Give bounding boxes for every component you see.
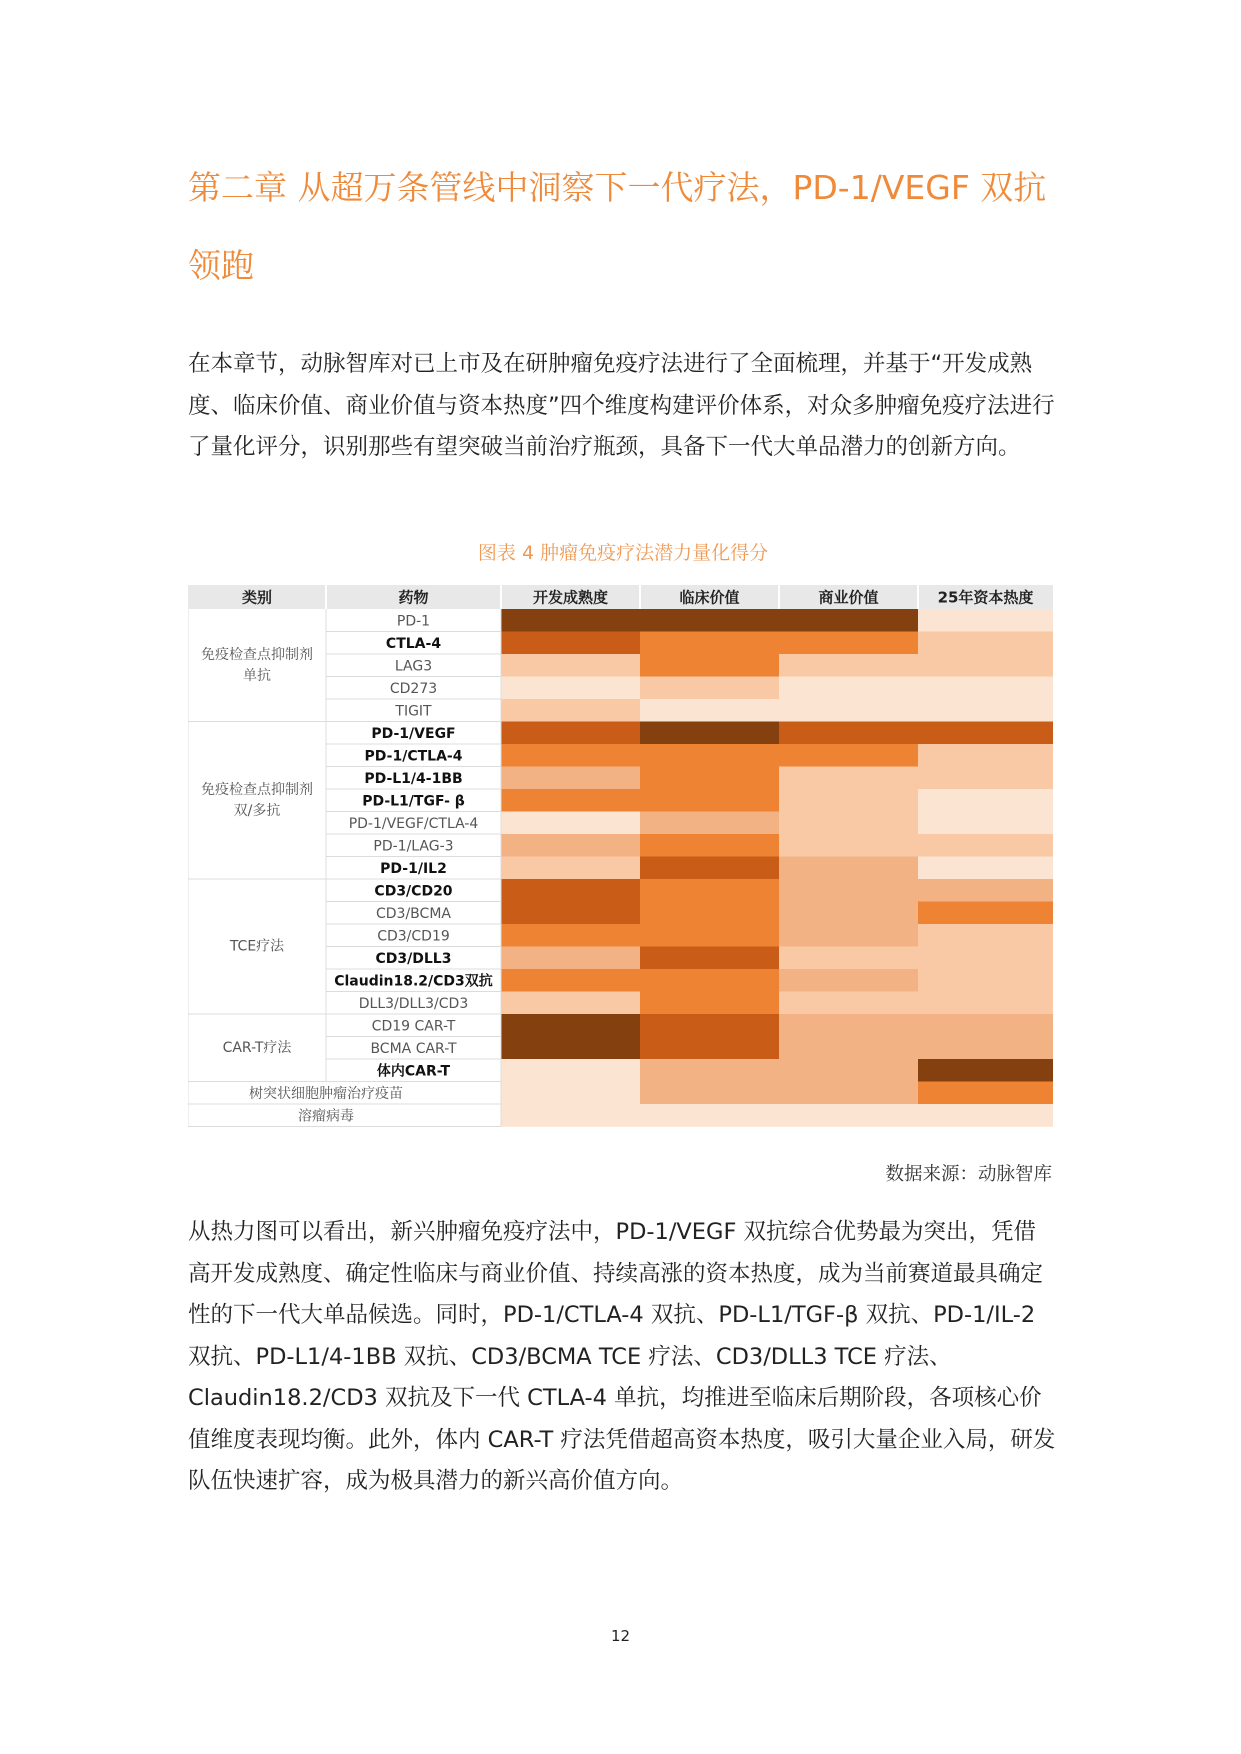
- heatmap-cell: [918, 992, 1053, 1015]
- drug-label: 溶瘤病毒: [298, 1108, 354, 1125]
- heatmap-cell: [779, 1059, 918, 1082]
- heatmap-cell: [640, 1059, 779, 1082]
- heatmap-cell: [501, 879, 640, 902]
- heatmap-cell: [640, 722, 779, 745]
- heatmap-cell: [501, 812, 640, 835]
- chapter-title-line-1: 第二章 从超万条管线中洞察下一代疗法，PD-1/VEGF 双抗: [188, 168, 1047, 207]
- heatmap-cell: [779, 677, 918, 700]
- heatmap-cell: [779, 947, 918, 970]
- heatmap-cell: [779, 1104, 918, 1127]
- heatmap-cell: [640, 902, 779, 925]
- drug-label: CD19 CAR-T: [371, 1018, 456, 1035]
- drug-label: PD-L1/TGF- β: [362, 793, 465, 810]
- heatmap-cell: [640, 767, 779, 790]
- heatmap-cell: [779, 857, 918, 880]
- drug-label: 体内CAR-T: [376, 1063, 451, 1080]
- heatmap-cell: [779, 924, 918, 947]
- drug-label: PD-1/VEGF/CTLA-4: [348, 815, 479, 832]
- heatmap-cell: [501, 1059, 640, 1082]
- heatmap-cell: [501, 1037, 640, 1060]
- heatmap-cell: [501, 609, 640, 632]
- drug-label: CD3/CD19: [377, 928, 450, 945]
- heatmap-cell: [779, 812, 918, 835]
- heatmap-cell: [779, 744, 918, 767]
- heatmap-cell: [918, 924, 1053, 947]
- drug-label: DLL3/DLL3/CD3: [358, 995, 469, 1012]
- heatmap-cell: [640, 947, 779, 970]
- drug-label: CD3/BCMA: [376, 905, 451, 922]
- heatmap-cell: [501, 699, 640, 722]
- heatmap-cell: [779, 1014, 918, 1037]
- heatmap-cell: [779, 632, 918, 655]
- drug-label: PD-L1/4-1BB: [364, 770, 463, 787]
- heatmap-chart: [188, 585, 1053, 1150]
- heatmap-cell: [501, 654, 640, 677]
- drug-label: PD-1: [396, 613, 431, 630]
- heatmap-cell: [779, 969, 918, 992]
- column-header: 商业价值: [818, 588, 879, 607]
- heatmap-cell: [918, 969, 1053, 992]
- heatmap-cell: [501, 722, 640, 745]
- heatmap-cell: [918, 1059, 1053, 1082]
- heatmap-cell: [779, 1037, 918, 1060]
- column-header: 开发成熟度: [532, 588, 609, 607]
- heatmap-cell: [640, 1014, 779, 1037]
- heatmap-cell: [501, 1104, 640, 1127]
- drug-label: PD-1/CTLA-4: [364, 748, 463, 765]
- drug-label: CD3/CD20: [374, 883, 453, 900]
- category-label: TCE疗法: [229, 938, 285, 955]
- heatmap-cell: [640, 812, 779, 835]
- drug-label: CTLA-4: [385, 635, 442, 652]
- drug-label: PD-1/IL2: [380, 860, 447, 877]
- drug-label: Claudin18.2/CD3双抗: [334, 973, 493, 990]
- drug-label: TIGIT: [395, 703, 432, 720]
- heatmap-cell: [640, 789, 779, 812]
- heatmap-cell: [640, 1037, 779, 1060]
- drug-label: 树突状细胞肿瘤治疗疫苗: [249, 1085, 403, 1102]
- heatmap-cell: [918, 1104, 1053, 1127]
- heatmap-cell: [640, 654, 779, 677]
- heatmap-cell: [501, 924, 640, 947]
- heatmap-cell: [918, 767, 1053, 790]
- heatmap-cell: [918, 699, 1053, 722]
- heatmap-cell: [918, 744, 1053, 767]
- heatmap-cell: [501, 992, 640, 1015]
- heatmap-cell: [640, 992, 779, 1015]
- heatmap-cell: [779, 609, 918, 632]
- heatmap-cell: [918, 902, 1053, 925]
- heatmap-cell: [640, 924, 779, 947]
- figure-caption: 图表 4 肿瘤免疫疗法潜力量化得分: [477, 542, 769, 564]
- heatmap-cell: [640, 632, 779, 655]
- heatmap-cell: [501, 632, 640, 655]
- heatmap-cell: [918, 812, 1053, 835]
- heatmap-cell: [640, 834, 779, 857]
- chapter-title-line-2: 领跑: [188, 246, 254, 285]
- heatmap-cell: [640, 879, 779, 902]
- analysis-paragraph: 从热力图可以看出，新兴肿瘤免疫疗法中，PD-1/VEGF 双抗综合优势最为突出，凭借高开发成熟度、确定性临床与商业价值、持续高涨的资本热度，成为当前赛道最具确定性的下一代大单品候选。同时，PD-1/CTLA-4 双抗、PD-L1/TGF-β 双抗、PD-1/IL-2 双抗、PD-L1/4-1BB 双抗、CD3/BCMA TCE 疗法、CD3/DLL3 TCE 疗法、Claudin18.2/CD3 双抗及下一代 CTLA-4 单抗，均推进至临床后期阶段，各项核心价值维度表现均衡。此外，体内 CAR-T 疗法凭借超高资本热度，吸引大量企业入局，研发队伍快速扩容，成为极具潜力的新兴高价值方向。: [188, 1219, 1056, 1494]
- heatmap-cell: [918, 857, 1053, 880]
- intro-paragraph: 在本章节，动脉智库对已上市及在研肿瘤免疫疗法进行了全面梳理，并基于“开发成熟度、临床价值、商业价值与资本热度”四个维度构建评价体系，对众多肿瘤免疫疗法进行了量化评分，识别那些有望突破当前治疗瓶颈，具备下一代大单品潜力的创新方向。: [188, 351, 1055, 460]
- heatmap-cell: [918, 722, 1053, 745]
- heatmap-cell: [640, 1104, 779, 1127]
- heatmap-cell: [501, 902, 640, 925]
- heatmap-cell: [779, 722, 918, 745]
- heatmap-cell: [640, 744, 779, 767]
- heatmap-cell: [779, 879, 918, 902]
- heatmap-cell: [501, 1014, 640, 1037]
- heatmap-cell: [640, 1082, 779, 1105]
- heatmap-cell: [918, 1082, 1053, 1105]
- heatmap-cell: [918, 632, 1053, 655]
- heatmap-cell: [501, 677, 640, 700]
- heatmap-cell: [640, 857, 779, 880]
- heatmap-cell: [918, 789, 1053, 812]
- category-label: 双/多抗: [233, 802, 281, 819]
- heatmap-cell: [501, 789, 640, 812]
- heatmap-cell: [779, 834, 918, 857]
- category-label: 免疫检查点抑制剂: [201, 646, 313, 663]
- column-header: 药物: [398, 588, 429, 607]
- heatmap-cell: [501, 857, 640, 880]
- heatmap-cell: [501, 969, 640, 992]
- category-label: 单抗: [243, 667, 271, 684]
- drug-label: PD-1/LAG-3: [373, 838, 454, 855]
- heatmap-cell: [501, 947, 640, 970]
- heatmap-cell: [918, 654, 1053, 677]
- heatmap-cell: [918, 947, 1053, 970]
- heatmap-cell: [918, 677, 1053, 700]
- drug-label: CD273: [389, 680, 438, 697]
- drug-label: PD-1/VEGF: [371, 725, 456, 742]
- drug-label: LAG3: [394, 658, 433, 675]
- heatmap-cell: [779, 902, 918, 925]
- heatmap-cell: [918, 1037, 1053, 1060]
- column-header: 25年资本热度: [937, 588, 1034, 607]
- heatmap-cell: [918, 1014, 1053, 1037]
- heatmap-header-bg: [188, 585, 1053, 609]
- heatmap-cell: [779, 1082, 918, 1105]
- heatmap-cell: [501, 767, 640, 790]
- heatmap-cell: [918, 834, 1053, 857]
- page-number: 12: [610, 1627, 631, 1645]
- heatmap-cell: [640, 699, 779, 722]
- heatmap-cell: [918, 609, 1053, 632]
- heatmap-cell: [918, 879, 1053, 902]
- data-source: 数据来源：动脉智库: [885, 1164, 1052, 1185]
- heatmap-cell: [779, 699, 918, 722]
- heatmap-cell: [640, 609, 779, 632]
- heatmap-cell: [501, 744, 640, 767]
- category-label: 免疫检查点抑制剂: [201, 781, 313, 798]
- heatmap-cell: [640, 969, 779, 992]
- heatmap-cell: [779, 789, 918, 812]
- category-label: CAR-T疗法: [222, 1039, 292, 1056]
- heatmap-cell: [779, 654, 918, 677]
- heatmap-cell: [779, 992, 918, 1015]
- drug-label: CD3/DLL3: [375, 950, 452, 967]
- drug-label: BCMA CAR-T: [370, 1040, 457, 1057]
- heatmap-cell: [501, 1082, 640, 1105]
- heatmap-cell: [501, 834, 640, 857]
- column-header: 临床价值: [679, 588, 740, 607]
- column-header: 类别: [241, 588, 273, 607]
- heatmap-cell: [640, 677, 779, 700]
- heatmap-cell: [779, 767, 918, 790]
